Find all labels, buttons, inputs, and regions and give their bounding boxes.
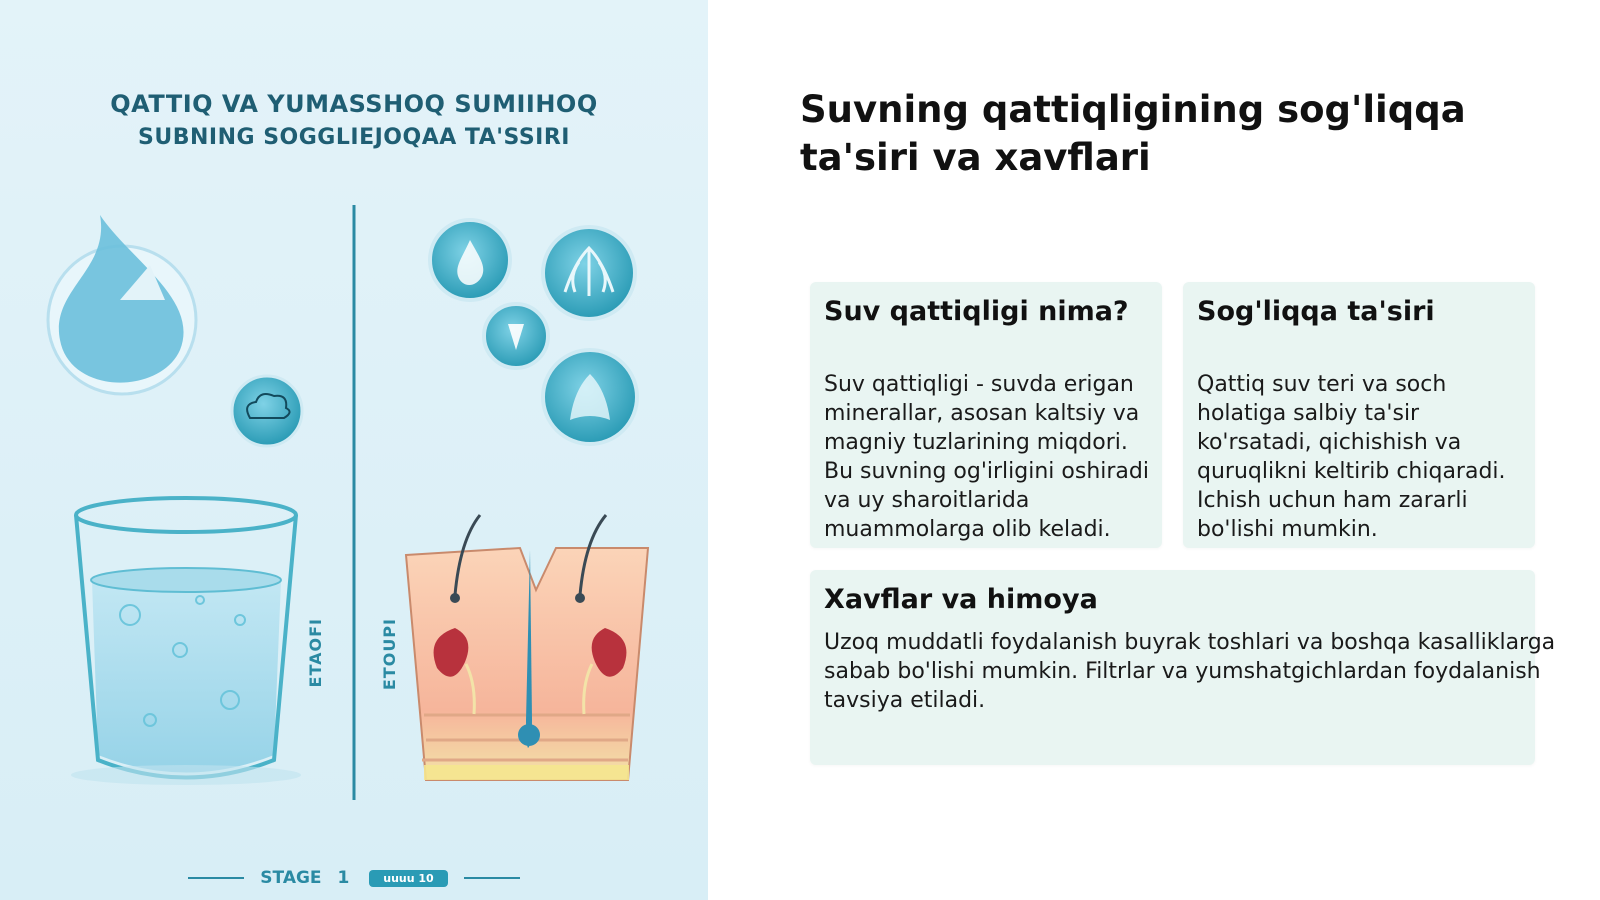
stage-text: STAGE (260, 868, 322, 888)
stage-line-right (464, 877, 520, 879)
card-heading: Suv qattiqligi nima? (824, 296, 1129, 327)
stage-number: 1 (337, 868, 350, 888)
left-vertical-label: ETAOFI (306, 618, 325, 688)
illustration-title-line2: SUBNING SOGGLIEJOQAA TA'SSIRI (138, 125, 570, 150)
card-body: Suv qattiqligi - suvda erigan minerallar, asosan kaltsiy va magniy tuzlarining miqdori. Bu suvning og'irligini oshiradi va uy sharoitlarida muammolarga olib keladi. (824, 372, 1149, 542)
skin-cross-section (406, 515, 648, 780)
cloud-icon (232, 376, 302, 446)
card-risks-protection (810, 570, 1556, 765)
right-vertical-label: ETOUPI (380, 618, 399, 691)
glass-of-water (71, 498, 301, 785)
illustration-title-line1: QATTIQ VA YUMASSHOQ SUMIIHOQ (110, 90, 598, 118)
illustration-panel (0, 0, 708, 900)
drop-bubble-icon (430, 220, 510, 300)
card-what-is-hardness (810, 282, 1162, 548)
stage-line-left (188, 877, 244, 879)
card-body: Qattiq suv teri va soch holatiga salbiy ta'sir ko'rsatadi, qichishish va quruqlikni keltirib chiqaradi. Ichish uchun ham zararli bo'lishi mumkin. (1197, 372, 1506, 542)
plant-bubble-icon (543, 227, 635, 319)
illustration-title (0, 88, 708, 154)
card-health-effects (1183, 282, 1535, 548)
card-body: Uzoq muddatli foydalanish buyrak toshlari va boshqa kasalliklarga sabab bo'lishi mumkin. Filtrlar va yumshatgichlardan foydalanish tavsiya etiladi. (824, 630, 1556, 713)
water-drop-icon (48, 215, 196, 394)
stage-indicator (0, 868, 708, 888)
pin-bubble-icon (484, 304, 548, 368)
slide-title: Suvning qattiqligining sog'liqqa ta'siri va xavflari (800, 88, 1466, 179)
leaf-bubble-icon (543, 350, 637, 444)
card-heading: Sog'liqqa ta'siri (1197, 296, 1435, 327)
stage-pill: uuuu 10 (369, 870, 447, 887)
card-heading: Xavflar va himoya (824, 584, 1098, 615)
